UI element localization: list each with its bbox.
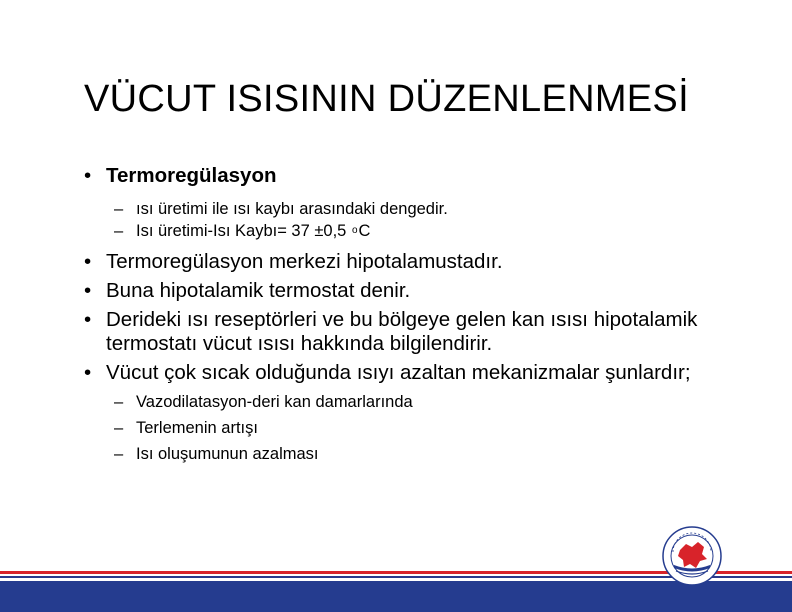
dash-marker: –	[114, 445, 124, 463]
bullet-marker: •	[84, 308, 92, 331]
bullet-termoregulasyon	[84, 164, 724, 188]
dash-marker: –	[114, 222, 124, 240]
bullet-marker: •	[84, 164, 92, 187]
sub-item-text: Terlemenin artışı	[136, 419, 258, 437]
sub-item-text: ısı üretimi ile ısı kaybı arasındaki dengedir.	[136, 200, 448, 218]
dash-marker: –	[114, 393, 124, 411]
university-emblem-icon	[662, 526, 722, 586]
sub-item-text: Isı oluşumunun azalması	[136, 445, 319, 463]
plus-minus-symbol: ±	[314, 222, 324, 240]
bullet-item	[84, 250, 724, 274]
slide-content	[84, 164, 724, 465]
sub-item-mechanism	[84, 443, 724, 465]
bullet-text: Vücut çok sıcak olduğunda ısıyı azaltan mekanizmalar şunlardır;	[106, 361, 691, 384]
bullet-text: Derideki ısı reseptörleri ve bu bölgeye gelen kan ısısı hipotalamik termostatı vücut ısısı hakkında bilgilendirir.	[106, 308, 698, 355]
bullet-text: Termoregülasyon	[106, 164, 277, 187]
bullet-marker: •	[84, 279, 92, 302]
sub-item-definition	[84, 198, 724, 220]
bullet-text: Termoregülasyon merkezi hipotalamustadır.	[106, 250, 503, 273]
sub-item-mechanism	[84, 417, 724, 439]
sub-item-mechanism	[84, 391, 724, 413]
dash-marker: –	[114, 419, 124, 437]
sub-item-text: Vazodilatasyon-deri kan damarlarında	[136, 393, 413, 411]
bullet-text: Buna hipotalamik termostat denir.	[106, 279, 411, 302]
slide-title: VÜCUT ISISININ DÜZENLENMESİ	[84, 78, 689, 120]
formula-prefix: Isı üretimi-Isı Kaybı= 37	[136, 222, 315, 240]
degree-symbol: o	[351, 225, 358, 236]
bullet-marker: •	[84, 361, 92, 384]
sub-item-formula	[84, 220, 724, 242]
bullet-item	[84, 308, 724, 356]
bullet-marker: •	[84, 250, 92, 273]
dash-marker: –	[114, 200, 124, 218]
bullet-item	[84, 361, 724, 385]
formula-unit: C	[358, 222, 371, 240]
formula-value: 0,5	[323, 222, 351, 240]
bullet-item	[84, 279, 724, 303]
